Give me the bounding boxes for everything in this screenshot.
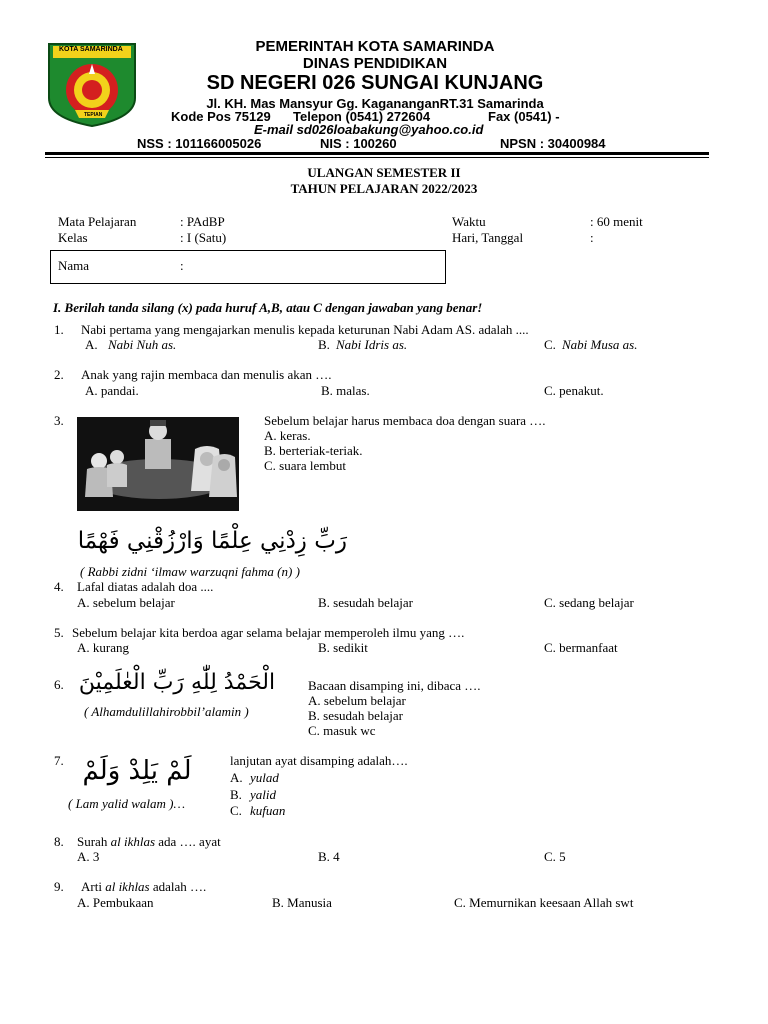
q3-option-c[interactable]: C. suara lembut [264,458,346,473]
q4-transliteration: ( Rabbi zidni ‘ilmaw warzuqni fahma (n) ) [80,564,300,579]
q7-option-b-letter: B. [230,787,242,802]
q5-option-c[interactable]: C. bermanfaat [544,640,618,655]
q6-number: 6. [54,677,64,692]
logo-bottom-text: TEPIAN [84,112,103,118]
section-instruction: I. Berilah tanda silang (x) pada huruf A,B, atau C dengan jawaban yang benar! [53,300,483,315]
nama-value: : [180,258,184,273]
q4-number: 4. [54,579,64,594]
q3-option-b[interactable]: B. berteriak-teriak. [264,443,363,458]
header-email: E-mail sd026loabakung@yahoo.co.id [254,122,484,137]
q9-number: 9. [54,879,64,894]
q7-option-a[interactable]: yulad [250,770,279,785]
header-rule-thin [45,157,709,158]
q6-option-c[interactable]: C. masuk wc [308,723,376,738]
q1-text: Nabi pertama yang mengajarkan menulis kepada keturunan Nabi Adam AS. adalah .... [81,322,529,337]
header-nis: NIS : 100260 [320,136,397,151]
hari-value: : [590,230,594,245]
kelas-value: : I (Satu) [180,230,227,245]
q7-text: lanjutan ayat disamping adalah…. [230,753,408,768]
mapel-value: : PAdBP [180,214,225,229]
q7-arabic: لَمْ يَلِدْ وَلَمْ [82,756,192,786]
q4-option-c[interactable]: C. sedang belajar [544,595,634,610]
q6-option-b[interactable]: B. sesudah belajar [308,708,403,723]
header-rule-thick [45,152,709,155]
waktu-label: Waktu [452,214,486,229]
q2-option-a[interactable]: A. pandai. [85,383,139,398]
q8-option-b[interactable]: B. 4 [318,849,340,864]
q6-transliteration: ( Alhamdulillahirobbil’alamin ) [84,704,249,719]
q5-number: 5. [54,625,64,640]
q2-text: Anak yang rajin membaca dan menulis akan …. [81,367,332,382]
q2-number: 2. [54,367,64,382]
q2-option-b[interactable]: B. malas. [321,383,370,398]
q1-number: 1. [54,322,64,337]
q1-option-c[interactable]: Nabi Musa as. [562,337,638,352]
q9-text-post: adalah …. [149,879,207,894]
exam-year: TAHUN PELAJARAN 2022/2023 [290,181,478,196]
q1-option-b[interactable]: Nabi Idris as. [336,337,408,352]
q1-option-a-letter: A. [85,337,98,352]
q6-arabic: الْحَمْدُ لِلّٰهِ رَبِّ الْعٰلَمِيْنَ [78,670,276,695]
q9-text-pre: Arti [81,879,106,894]
q7-option-b[interactable]: yalid [250,787,276,802]
q4-option-a[interactable]: A. sebelum belajar [77,595,175,610]
q4-option-b[interactable]: B. sesudah belajar [318,595,413,610]
q8-option-a[interactable]: A. 3 [77,849,100,864]
q9-option-a[interactable]: A. Pembukaan [77,895,154,910]
q7-option-c-letter: C. [230,803,242,818]
header-gov: PEMERINTAH KOTA SAMARINDA [255,38,495,55]
q9-option-c[interactable]: C. Memurnikan keesaan Allah swt [454,895,634,910]
q1-option-a[interactable]: Nabi Nuh as. [108,337,177,352]
waktu-value: : 60 menit [590,214,643,229]
header-kode-pos: Kode Pos 75129 [171,109,271,124]
hari-label: Hari, Tanggal [452,230,524,245]
header-address: Jl. KH. Mas Mansyur Gg. KagananganRT.31 Samarinda [206,96,544,111]
q3-number: 3. [54,413,64,428]
q5-option-a[interactable]: A. kurang [77,640,129,655]
q8-text-pre: Surah [77,834,111,849]
q8-text [77,834,221,850]
mapel-label: Mata Pelajaran [58,214,137,229]
q7-option-a-letter: A. [230,770,243,785]
exam-title: ULANGAN SEMESTER II [307,165,461,180]
nama-label: Nama [58,258,90,273]
q3-illustration [77,417,239,511]
header-telepon: Telepon (0541) 272604 [293,109,431,124]
q8-number: 8. [54,834,64,849]
city-logo [45,40,139,128]
q3-option-a[interactable]: A. keras. [264,428,311,443]
q4-arabic: رَبِّ زِدْنِي عِلْمًا وَارْزُقْنِي فَهْمًا [77,528,347,554]
header-fax: Fax (0541) - [488,109,560,124]
header-npsn: NPSN : 30400984 [500,136,606,151]
kelas-label: Kelas [58,230,88,245]
q7-transliteration: ( Lam yalid walam )… [68,796,185,811]
nama-box[interactable] [50,250,446,284]
q9-text [81,879,206,895]
q9-text-italic: al ikhlas [105,879,150,894]
q6-text: Bacaan disamping ini, dibaca …. [308,678,481,693]
q3-text: Sebelum belajar harus membaca doa dengan suara …. [264,413,546,428]
q5-option-b[interactable]: B. sedikit [318,640,368,655]
q8-option-c[interactable]: C. 5 [544,849,566,864]
q7-number: 7. [54,753,64,768]
q2-option-c[interactable]: C. penakut. [544,383,604,398]
q9-option-b[interactable]: B. Manusia [272,895,332,910]
q6-option-a[interactable]: A. sebelum belajar [308,693,406,708]
q1-option-c-letter: C. [544,337,556,352]
q4-text: Lafal diatas adalah doa .... [77,579,214,594]
q8-text-italic: al ikhlas [110,834,156,849]
q5-text: Sebelum belajar kita berdoa agar selama belajar memperoleh ilmu yang …. [72,625,465,640]
header-school: SD NEGERI 026 SUNGAI KUNJANG [206,72,544,94]
header-nss: NSS : 101166005026 [137,136,262,151]
q1-option-b-letter: B. [318,337,330,352]
q7-option-c[interactable]: kufuan [250,803,286,818]
logo-top-text: KOTA SAMARINDA [59,46,123,53]
q8-text-post: ada …. ayat [155,834,221,849]
header-dept: DINAS PENDIDIKAN [302,55,448,72]
